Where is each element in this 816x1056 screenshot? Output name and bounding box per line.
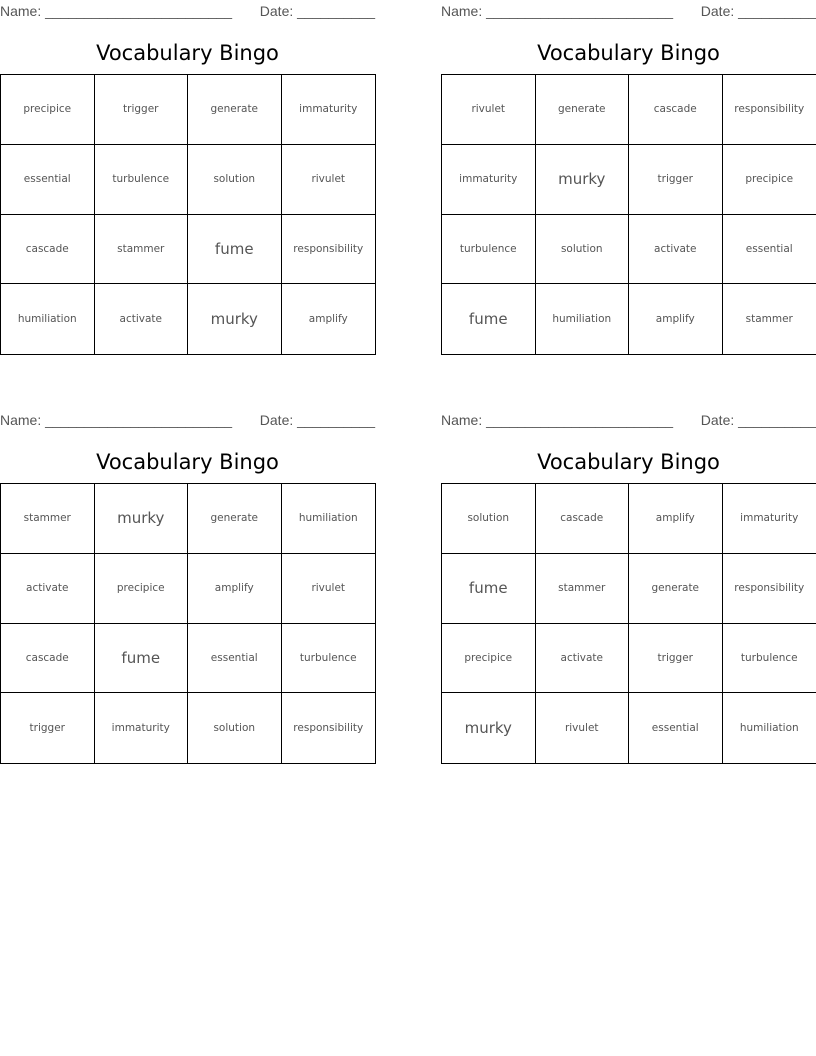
bingo-grid: [0, 74, 376, 355]
bingo-cell: turbulence: [95, 145, 189, 215]
bingo-cell: immaturity: [442, 145, 536, 215]
bingo-cell: precipice: [95, 554, 189, 624]
bingo-cell: solution: [188, 693, 282, 763]
bingo-cell: rivulet: [282, 145, 376, 215]
bingo-cell: responsibility: [723, 75, 816, 145]
bingo-cell: fume: [442, 554, 536, 624]
date-field: Date: __________: [700, 3, 816, 19]
bingo-cell: rivulet: [442, 75, 536, 145]
bingo-cell: generate: [629, 554, 723, 624]
date-field: Date: __________: [700, 412, 816, 428]
name-field: Name: ________________________: [441, 412, 673, 428]
bingo-cell: cascade: [1, 624, 95, 694]
bingo-cell: murky: [536, 145, 630, 215]
bingo-cell: trigger: [629, 624, 723, 694]
bingo-cell: cascade: [536, 484, 630, 554]
bingo-cell: stammer: [536, 554, 630, 624]
bingo-cell: rivulet: [536, 693, 630, 763]
bingo-cell: cascade: [1, 215, 95, 285]
name-field: Name: ________________________: [0, 412, 232, 428]
name-date-header: [0, 410, 375, 430]
bingo-cell: generate: [536, 75, 630, 145]
bingo-cell: turbulence: [282, 624, 376, 694]
bingo-cell: solution: [188, 145, 282, 215]
bingo-cell: trigger: [1, 693, 95, 763]
bingo-cell: generate: [188, 75, 282, 145]
card-title: Vocabulary Bingo: [537, 450, 720, 474]
bingo-cell: essential: [1, 145, 95, 215]
bingo-cell: murky: [442, 693, 536, 763]
bingo-cell: fume: [188, 215, 282, 285]
name-field: Name: ________________________: [0, 3, 232, 19]
bingo-cell: fume: [95, 624, 189, 694]
bingo-grid: [441, 483, 816, 764]
bingo-cell: trigger: [629, 145, 723, 215]
bingo-cell: turbulence: [442, 215, 536, 285]
bingo-grid: [441, 74, 816, 355]
name-date-header: [441, 410, 816, 430]
name-field: Name: ________________________: [441, 3, 673, 19]
bingo-cell: stammer: [745, 313, 793, 326]
bingo-cell: immaturity: [282, 75, 376, 145]
bingo-cell: responsibility: [293, 722, 364, 735]
bingo-cell: amplify: [629, 284, 723, 354]
bingo-cell: activate: [1, 554, 95, 624]
bingo-cell: humiliation: [282, 484, 376, 554]
bingo-cell: essential: [723, 215, 816, 285]
bingo-cell: precipice: [723, 145, 816, 215]
bingo-cell: murky: [95, 484, 189, 554]
bingo-cell: precipice: [1, 75, 95, 145]
bingo-cell: stammer: [1, 484, 95, 554]
bingo-cell: humiliation: [739, 722, 799, 735]
bingo-cell: activate: [95, 284, 189, 354]
bingo-cell: murky: [188, 284, 282, 354]
bingo-cell: solution: [536, 215, 630, 285]
card-title: Vocabulary Bingo: [96, 450, 279, 474]
bingo-cell: rivulet: [282, 554, 376, 624]
bingo-cell: amplify: [629, 484, 723, 554]
bingo-cell: responsibility: [723, 554, 816, 624]
card-title: Vocabulary Bingo: [537, 41, 720, 65]
date-field: Date: __________: [259, 412, 375, 428]
bingo-cell: turbulence: [723, 624, 816, 694]
bingo-cell: generate: [188, 484, 282, 554]
name-date-header: [0, 1, 375, 21]
bingo-cell: activate: [629, 215, 723, 285]
bingo-cell: amplify: [188, 554, 282, 624]
bingo-cell: humiliation: [1, 284, 95, 354]
bingo-cell: humiliation: [536, 284, 630, 354]
bingo-grid: [0, 483, 376, 764]
card-title: Vocabulary Bingo: [96, 41, 279, 65]
date-field: Date: __________: [259, 3, 375, 19]
bingo-cell: precipice: [442, 624, 536, 694]
bingo-cell: immaturity: [723, 484, 816, 554]
bingo-cell: essential: [188, 624, 282, 694]
bingo-cell: solution: [442, 484, 536, 554]
bingo-cell: stammer: [95, 215, 189, 285]
bingo-cell: immaturity: [95, 693, 189, 763]
bingo-cell: essential: [629, 693, 723, 763]
bingo-cell: trigger: [95, 75, 189, 145]
bingo-cell: activate: [536, 624, 630, 694]
bingo-cell: responsibility: [282, 215, 376, 285]
name-date-header: [441, 1, 816, 21]
bingo-cell: cascade: [629, 75, 723, 145]
bingo-cell: amplify: [308, 313, 348, 326]
bingo-cell: fume: [442, 284, 536, 354]
